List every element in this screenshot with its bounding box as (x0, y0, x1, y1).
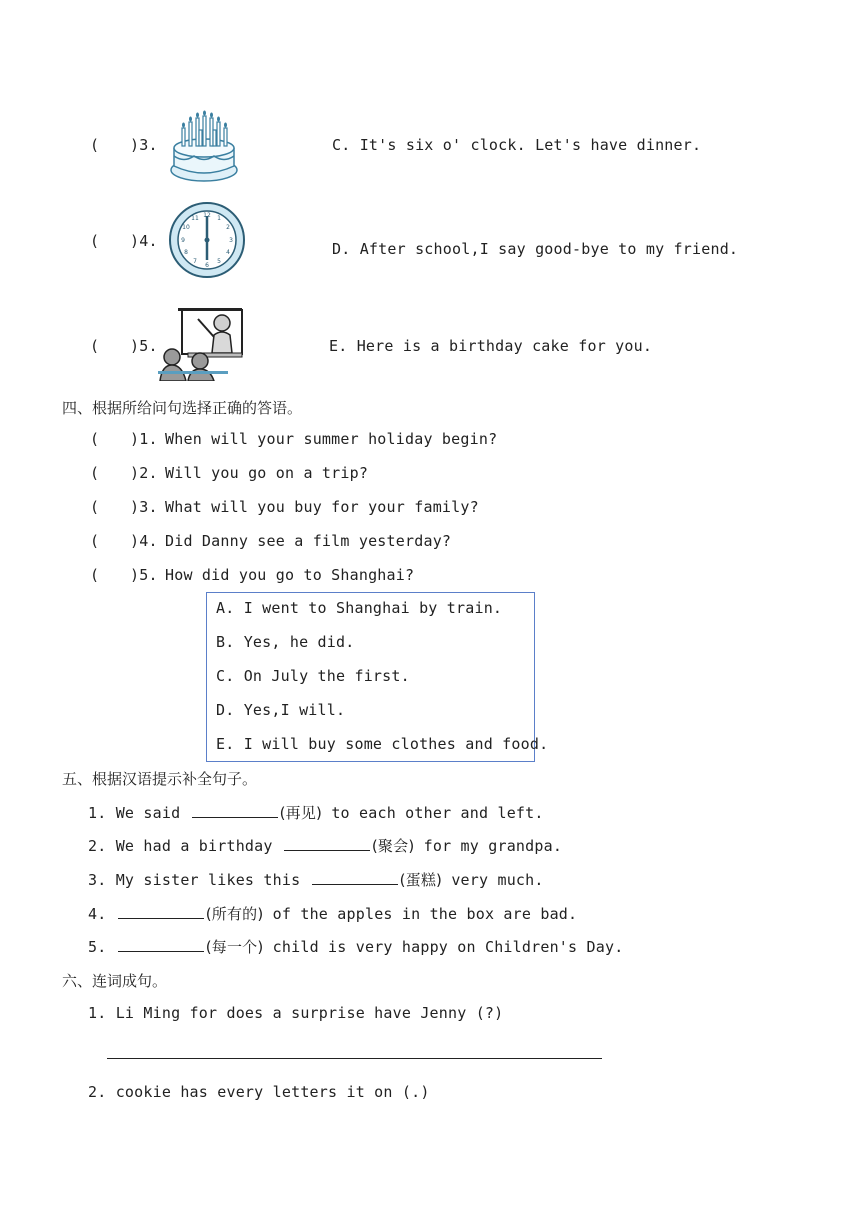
match-option-c: C. It's six o' clock. Let's have dinner. (332, 136, 702, 154)
answer-blank[interactable] (312, 870, 398, 885)
section-5-title: 五、根据汉语提示补全句子。 (62, 770, 258, 788)
item-number: 5. (88, 938, 107, 956)
answer-option: B. Yes, he did. (216, 633, 355, 651)
answer-line[interactable] (107, 1058, 602, 1059)
svg-text:4: 4 (226, 249, 230, 256)
item-number: )1. (130, 430, 158, 448)
fill-blank-item (88, 903, 577, 924)
chinese-hint: (每一个) (205, 938, 264, 956)
item-number: )5. (130, 566, 158, 584)
svg-text:8: 8 (184, 249, 188, 256)
answer-option: E. I will buy some clothes and food. (216, 735, 549, 753)
answer-paren-open[interactable]: ( (90, 232, 100, 250)
item-number: )4. (130, 232, 158, 250)
scrambled-words: Li Ming for does a surprise have Jenny (?) (115, 1004, 504, 1022)
svg-text:2: 2 (226, 224, 230, 231)
item-number: 2. (88, 1083, 107, 1101)
svg-text:12: 12 (203, 212, 211, 219)
fill-blank-item (88, 835, 562, 856)
item-number: 3. (88, 871, 107, 889)
item-number: 4. (88, 905, 107, 923)
item-number: )4. (130, 532, 158, 550)
svg-text:11: 11 (191, 215, 199, 222)
section-4-title: 四、根据所给问句选择正确的答语。 (62, 399, 303, 417)
reorder-item (88, 1083, 430, 1101)
item-number: )3. (130, 498, 158, 516)
answer-paren-open[interactable]: ( (90, 337, 100, 355)
question-text: How did you go to Shanghai? (165, 566, 415, 584)
chinese-hint: (所有的) (205, 905, 264, 923)
answer-paren-open[interactable]: ( (90, 136, 100, 154)
question-text: Will you go on a trip? (165, 464, 369, 482)
answer-option: C. On July the first. (216, 667, 410, 685)
answer-blank[interactable] (192, 803, 278, 818)
question-text: What will you buy for your family? (165, 498, 479, 516)
match-option-d: D. After school,I say good-bye to my friend. (332, 240, 739, 258)
answer-blank[interactable] (284, 836, 370, 851)
item-number: )3. (130, 136, 158, 154)
answer-paren-open[interactable]: ( (90, 566, 100, 584)
svg-text:10: 10 (182, 224, 190, 231)
scrambled-words: cookie has every letters it on (.) (115, 1083, 430, 1101)
item-number: 1. (88, 804, 107, 822)
sentence-start: We had a birthday (115, 837, 273, 855)
reorder-item (88, 1004, 503, 1022)
birthday-cake-icon (168, 108, 240, 184)
fill-blank-item (88, 936, 623, 957)
chinese-hint: (蛋糕) (399, 871, 443, 889)
question-text: Did Danny see a film yesterday? (165, 532, 452, 550)
item-number: 1. (88, 1004, 107, 1022)
answer-blank[interactable] (118, 937, 204, 952)
item-number: )5. (130, 337, 158, 355)
sentence-end: of the apples in the box are bad. (272, 905, 578, 923)
svg-text:1: 1 (217, 215, 221, 222)
svg-text:7: 7 (193, 258, 197, 265)
question-text: When will your summer holiday begin? (165, 430, 498, 448)
answer-paren-open[interactable]: ( (90, 464, 100, 482)
sentence-end: to each other and left. (331, 804, 544, 822)
answer-paren-open[interactable]: ( (90, 430, 100, 448)
svg-text:6: 6 (205, 262, 209, 269)
fill-blank-item (88, 869, 544, 890)
sentence-end: child is very happy on Children's Day. (272, 938, 624, 956)
sentence-start: My sister likes this (115, 871, 301, 889)
match-option-e: E. Here is a birthday cake for you. (329, 337, 653, 355)
answer-paren-open[interactable]: ( (90, 498, 100, 516)
svg-text:5: 5 (217, 258, 221, 265)
section-6-title: 六、连词成句。 (62, 972, 168, 990)
clock-icon (167, 200, 247, 280)
sentence-start: We said (115, 804, 181, 822)
svg-text:9: 9 (181, 237, 185, 244)
svg-text:3: 3 (229, 237, 233, 244)
chinese-hint: (再见) (279, 804, 323, 822)
chinese-hint: (聚会) (371, 837, 415, 855)
sentence-end: for my grandpa. (423, 837, 563, 855)
classroom-teacher-icon (158, 307, 244, 381)
answer-paren-open[interactable]: ( (90, 532, 100, 550)
answer-blank[interactable] (118, 904, 204, 919)
item-number: 2. (88, 837, 107, 855)
answer-option: D. Yes,I will. (216, 701, 346, 719)
sentence-end: very much. (451, 871, 544, 889)
answer-option: A. I went to Shanghai by train. (216, 599, 503, 617)
item-number: )2. (130, 464, 158, 482)
fill-blank-item (88, 802, 544, 823)
